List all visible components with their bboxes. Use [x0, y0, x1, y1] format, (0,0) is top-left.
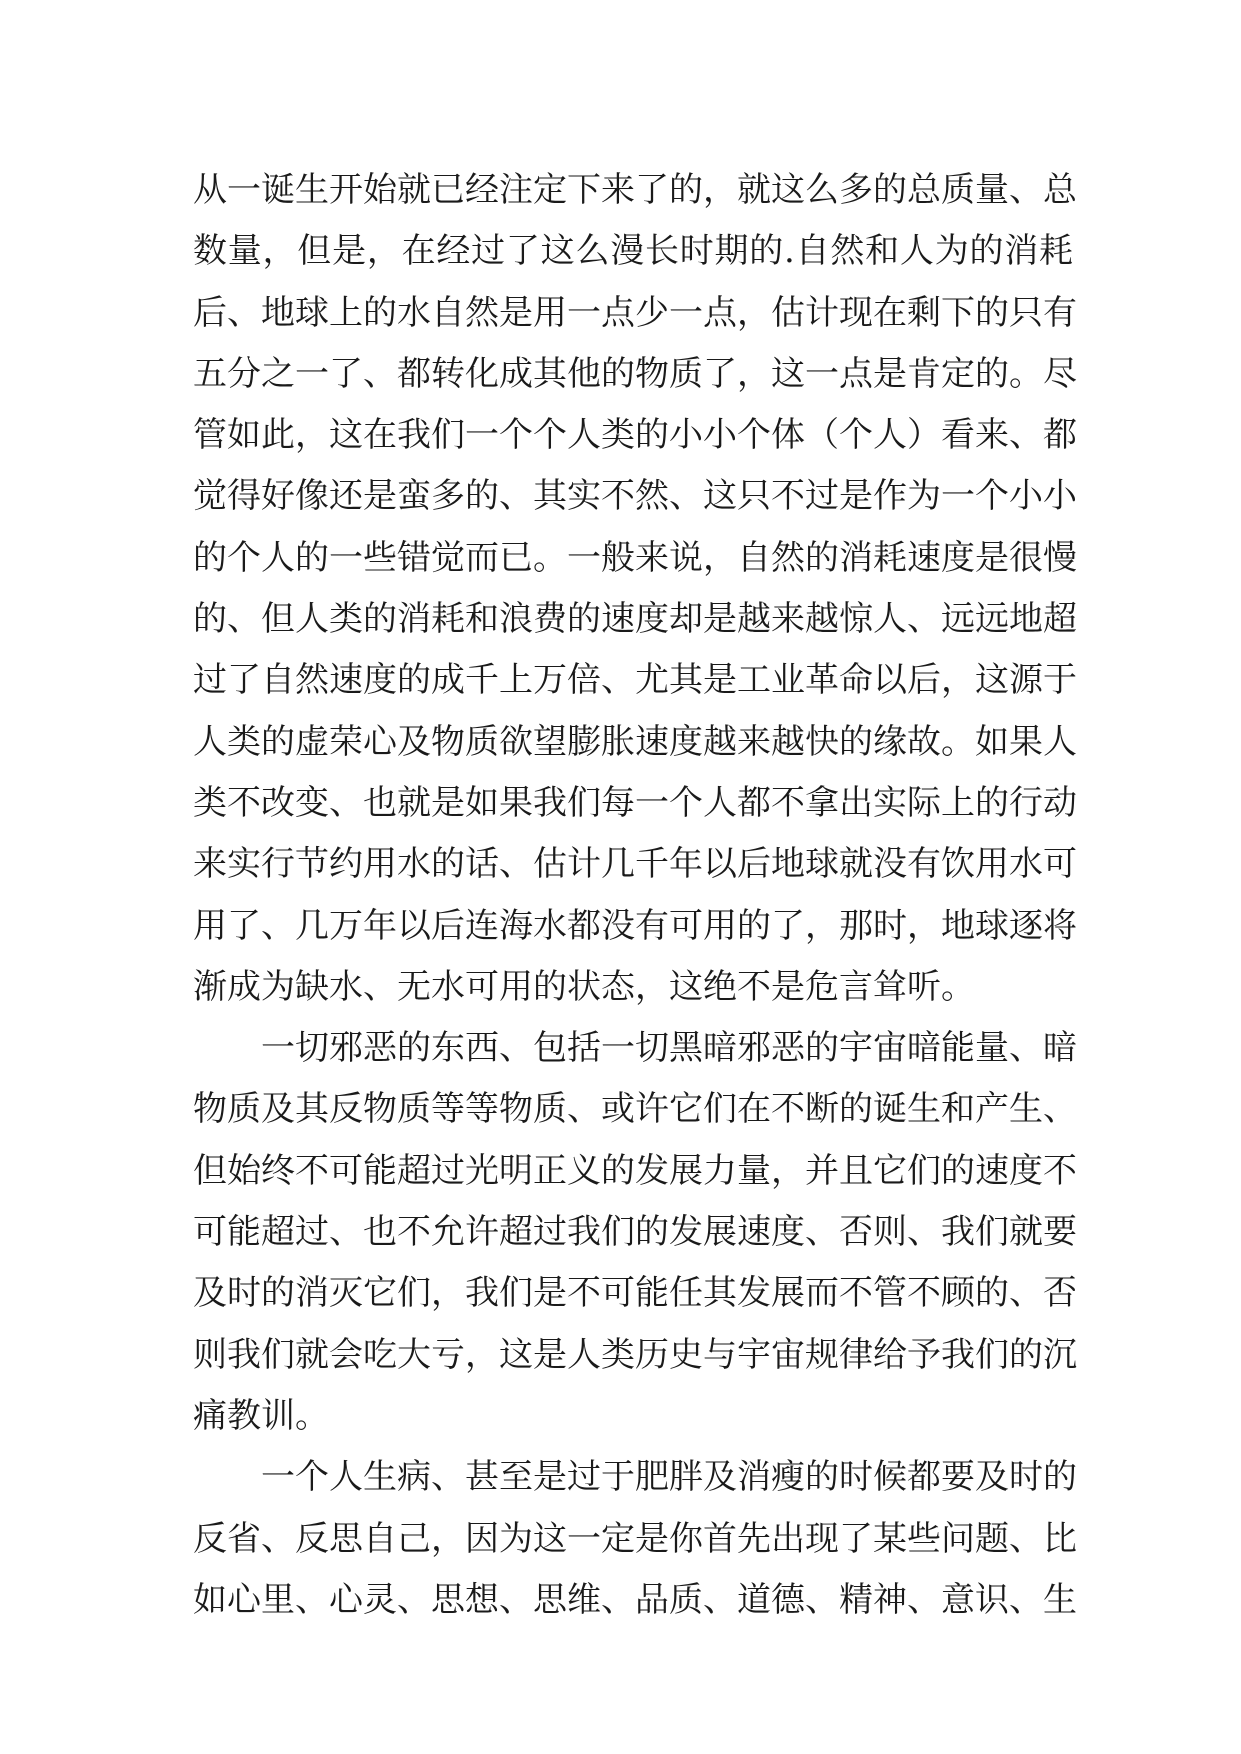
text-line: 用了、几万年以后连海水都没有可用的了，那时，地球逐将 [193, 905, 1077, 946]
text-line: 从一诞生开始就已经注定下来了的，就这么多的总质量、总 [193, 170, 1077, 210]
paragraph-1 [193, 160, 1077, 1018]
text-line: 管如此，这在我们一个个人类的小小个体（个人）看来、都 [193, 415, 1077, 456]
text-line: 一个人生病、甚至是过于肥胖及消瘦的时候都要及时的 [261, 1457, 1077, 1498]
text-line: 的个人的一些错觉而已。一般来说，自然的消耗速度是很慢 [193, 537, 1077, 578]
text-line: 如心里、心灵、思想、思维、品质、道德、精神、意识、生 [193, 1579, 1077, 1620]
text-line: 的、但人类的消耗和浪费的速度却是越来越惊人、远远地超 [193, 599, 1077, 640]
text-line: 过了自然速度的成千上万倍、尤其是工业革命以后，这源于 [193, 660, 1077, 701]
text-line: 人类的虚荣心及物质欲望膨胀速度越来越快的缘故。如果人 [193, 721, 1077, 762]
text-line: 反省、反思自己，因为这一定是你首先出现了某些问题、比 [193, 1518, 1077, 1559]
text-line: 觉得好像还是蛮多的、其实不然、这只不过是作为一个小小 [193, 476, 1077, 517]
text-line: 及时的消灭它们，我们是不可能任其发展而不管不顾的、否 [193, 1273, 1077, 1314]
text-line: 一切邪恶的东西、包括一切黑暗邪恶的宇宙暗能量、暗 [261, 1028, 1077, 1069]
text-line: 物质及其反物质等等物质、或许它们在不断的诞生和产生、 [193, 1089, 1077, 1130]
text-line: 五分之一了、都转化成其他的物质了，这一点是肯定的。尽 [193, 353, 1077, 394]
text-line: 则我们就会吃大亏，这是人类历史与宇宙规律给予我们的沉 [193, 1334, 1077, 1375]
paragraph-3 [193, 1447, 1077, 1631]
text-line: 来实行节约用水的话、估计几千年以后地球就没有饮用水可 [193, 844, 1077, 885]
document-body [193, 160, 1077, 1631]
text-line: 后、地球上的水自然是用一点少一点，估计现在剩下的只有 [193, 292, 1077, 333]
paragraph-2 [193, 1018, 1077, 1447]
text-line: 痛教训。 [193, 1395, 329, 1436]
text-line: 渐成为缺水、无水可用的状态，这绝不是危言耸听。 [193, 966, 975, 1007]
text-line: 数量，但是，在经过了这么漫长时期的.自然和人为的消耗 [193, 231, 1073, 272]
text-line: 类不改变、也就是如果我们每一个人都不拿出实际上的行动 [193, 782, 1077, 823]
text-line: 可能超过、也不允许超过我们的发展速度、否则、我们就要 [193, 1212, 1077, 1253]
text-line: 但始终不可能超过光明正义的发展力量，并且它们的速度不 [193, 1150, 1077, 1191]
